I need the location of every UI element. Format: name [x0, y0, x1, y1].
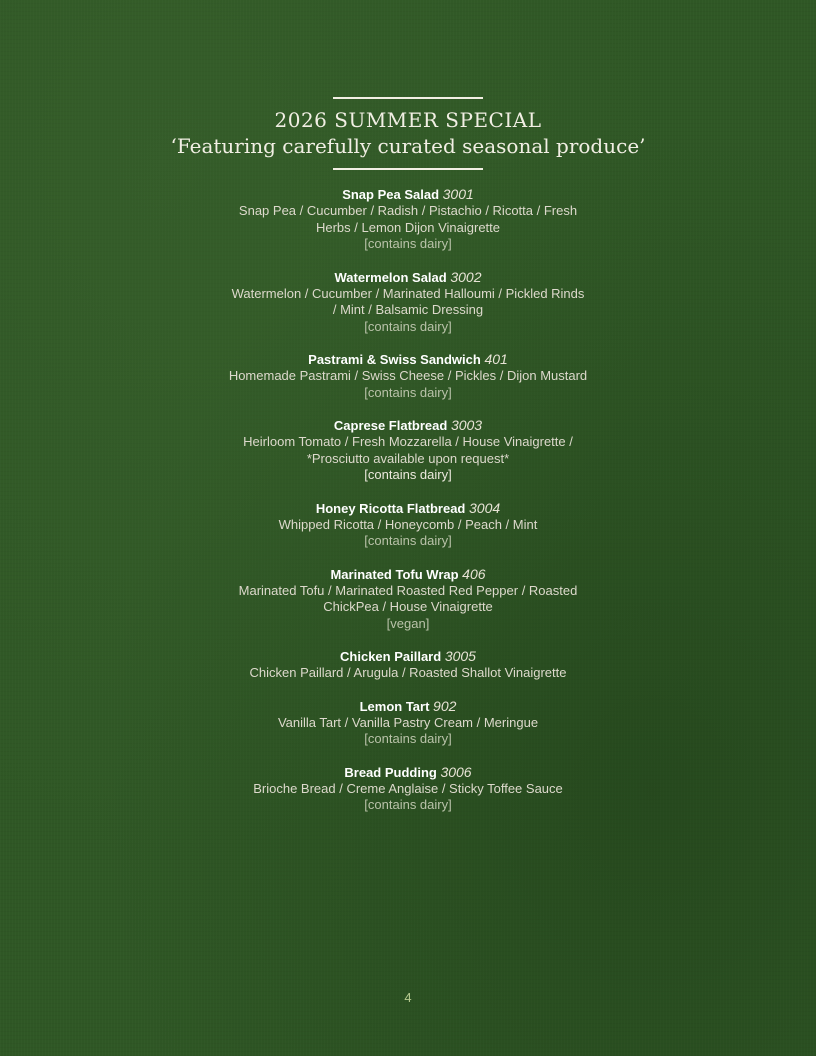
menu-item-snap-pea-salad — [0, 186, 816, 253]
item-description: Marinated Tofu / Marinated Roasted Red Pepper / Roasted ChickPea / House Vinaigrette — [238, 582, 578, 614]
item-code: 3001 — [442, 186, 474, 202]
item-code: 3004 — [469, 499, 501, 516]
item-description: Homemade Pastrami / Swiss Cheese / Pickles / Dijon Mustard — [228, 368, 588, 383]
item-name: Watermelon Salad — [334, 269, 447, 285]
item-name: Honey Ricotta Flatbread — [315, 500, 466, 516]
menu-list — [0, 186, 816, 830]
item-name: Snap Pea Salad — [342, 187, 440, 202]
item-name: Chicken Paillard — [340, 649, 442, 664]
item-dietary-note: [contains dairy] — [364, 533, 452, 548]
item-description: Vanilla Tart / Vanilla Pastry Cream / Meringue — [277, 714, 539, 730]
item-name: Lemon Tart — [359, 698, 430, 714]
bottom-divider — [333, 168, 483, 170]
item-name: Marinated Tofu Wrap — [330, 566, 459, 582]
item-description: Heirloom Tomato / Fresh Mozzarella / House Vinaigrette / *Prosciutto available upon request* — [243, 434, 573, 466]
menu-item-honey-ricotta-flatbread — [0, 500, 816, 550]
item-code: 406 — [462, 565, 486, 582]
item-name: Bread Pudding — [344, 764, 437, 780]
menu-header — [0, 97, 816, 170]
menu-item-pastrami-swiss-sandwich — [0, 351, 816, 401]
item-code: 3002 — [450, 268, 482, 285]
item-dietary-note: [contains dairy] — [364, 384, 452, 400]
menu-item-chicken-paillard — [0, 648, 816, 682]
item-dietary-note: [contains dairy] — [364, 797, 452, 812]
item-dietary-note: [contains dairy] — [364, 731, 452, 746]
item-name: Caprese Flatbread — [333, 418, 448, 433]
item-dietary-note: [contains dairy] — [364, 236, 452, 251]
menu-item-marinated-tofu-wrap — [0, 566, 816, 633]
item-dietary-note: [vegan] — [386, 615, 430, 631]
item-description: Snap Pea / Cucumber / Radish / Pistachio / Ricotta / Fresh Herbs / Lemon Dijon Vinaigrette — [238, 203, 578, 235]
menu-subtitle: ‘Featuring carefully curated seasonal produce’ — [170, 134, 646, 158]
top-divider — [333, 97, 483, 99]
item-description: Watermelon / Cucumber / Marinated Halloumi / Pickled Rinds / Mint / Balsamic Dressing — [231, 285, 585, 317]
item-code: 3005 — [444, 648, 476, 664]
menu-item-caprese-flatbread — [0, 417, 816, 484]
item-description: Brioche Bread / Creme Anglaise / Sticky Toffee Sauce — [253, 780, 563, 796]
item-dietary-note: [contains dairy] — [364, 318, 452, 334]
item-name: Pastrami & Swiss Sandwich — [308, 352, 481, 367]
menu-title: 2026 SUMMER SPECIAL — [274, 108, 542, 132]
item-code: 401 — [484, 351, 508, 367]
item-description: Whipped Ricotta / Honeycomb / Peach / Mint — [278, 516, 538, 532]
item-description: Chicken Paillard / Arugula / Roasted Shallot Vinaigrette — [249, 665, 567, 680]
menu-item-lemon-tart — [0, 698, 816, 748]
item-code: 3006 — [440, 763, 472, 780]
item-code: 902 — [433, 697, 457, 714]
menu-item-watermelon-salad — [0, 269, 816, 336]
menu-item-bread-pudding — [0, 764, 816, 814]
item-code: 3003 — [450, 417, 483, 433]
item-dietary-note: [contains dairy] — [364, 467, 452, 482]
page-number: 4 — [404, 990, 412, 1005]
